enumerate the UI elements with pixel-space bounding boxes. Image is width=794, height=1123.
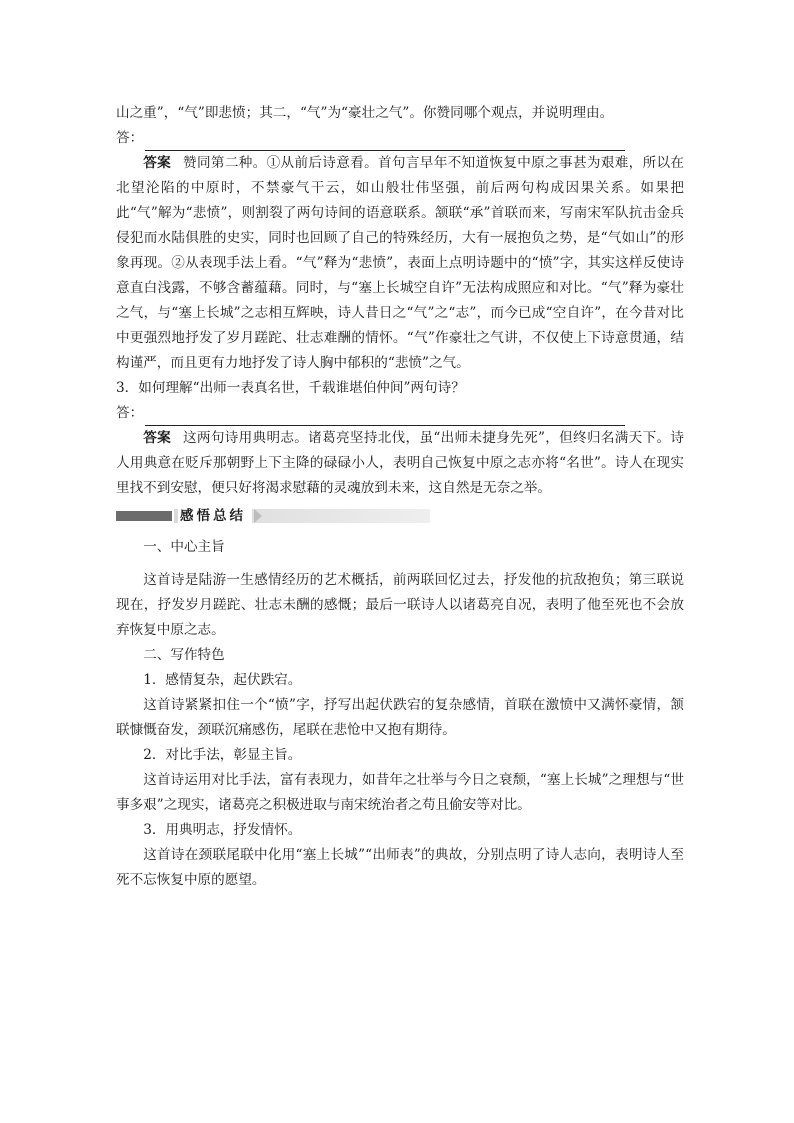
section-bar — [116, 511, 172, 521]
answer-3 — [116, 426, 684, 501]
answer-2 — [116, 151, 684, 376]
arrow-icon — [254, 509, 262, 523]
paragraph-2: 这首诗紧紧扣住一个“愤”字，抒写出起伏跌宕的复杂感情，首联在激愤中又满怀豪情，颔联慷慨奋发，颈联沉痛感伤，尾联在悲怆中又抱有期待。 — [116, 697, 684, 738]
heading-2: 二、写作特色 — [143, 647, 225, 663]
subheading-3: 3．用典明志，抒发情怀。 — [143, 822, 302, 838]
answer-line-3[interactable] — [116, 401, 684, 426]
section-header — [116, 505, 432, 527]
paragraph-1: 这首诗是陆游一生感情经历的艺术概括，前两联回忆过去，抒发他的抗敌抱负；第三联说现在，抒发岁月蹉跎、壮志未酬的感慨；最后一联诗人以诸葛亮自况，表明了他至死也不会放弃恢复中原之志。 — [116, 572, 684, 638]
answer-prompt: 答： — [116, 405, 144, 421]
answer-2-text: 赞同第二种。①从前后诗意看。首句言早年不知道恢复中原之事甚为艰难，所以在北望沦陷的中原时，不禁豪气干云，如山般壮伟坚强，前后两句构成因果关系。如果把此“气”解为“悲愤”，则割裂了两句诗间的语意联系。颔联“承”首联而来，写南宋军队抗击金兵侵犯而水陆俱胜的史实，同时也回顾了自己的特殊经历，大有一展抱负之势，是“气如山”的形象再现。②从表现手法上看。“气”释为“悲愤”，表面上点明诗题中的“愤”字，其实这样反使诗意直白浅露，不够含蓄蕴藉。同时，与“塞上长城空自许”无法构成照应和对比。“气”释为豪壮之气，与“塞上长城”之志相互辉映，诗人昔日之“气”之“志”，而今已成“空自许”，在今昔对比中更强烈地抒发了岁月蹉跎、壮志难酬的情怀。“气”作豪壮之气讲，不仅使上下诗意贯通，结构谨严，而且更有力地抒发了诗人胸中郁积的“悲愤”之气。 — [116, 155, 685, 371]
subheading-2: 2．对比手法，彰显主旨。 — [143, 747, 302, 763]
answer-prompt: 答： — [116, 130, 144, 146]
question-2-tail: 山之重”，“气”即悲愤；其二，“气”为“豪壮之气”。你赞同哪个观点，并说明理由。 — [116, 105, 614, 121]
document-body — [116, 101, 684, 893]
answer-3-text: 这两句诗用典明志。诸葛亮坚持北伐，虽“出师未捷身先死”，但终归名满天下。诗人用典意在贬斥那朝野上下主降的碌碌小人，表明自己恢复中原之志亦将“名世”。诗人在现实里找不到安慰，便只好将渴求慰藉的灵魂放到未来，这自然是无奈之举。 — [116, 430, 685, 496]
answer-label: 答案 — [143, 430, 172, 446]
paragraph-3: 这首诗运用对比手法，富有表现力，如昔年之壮举与今日之衰颓，“塞上长城”之理想与“世事多艰”之现实，诸葛亮之积极进取与南宋统治者之苟且偷安等对比。 — [116, 772, 684, 813]
subheading-1: 1．感情复杂，起伏跌宕。 — [143, 672, 302, 688]
answer-blank[interactable] — [145, 408, 625, 426]
answer-label: 答案 — [143, 155, 172, 171]
answer-line-2[interactable] — [116, 126, 684, 151]
answer-blank[interactable] — [145, 133, 625, 151]
question-3: 3．如何理解“出师一表真名世，千载谁堪伯仲间”两句诗？ — [116, 380, 465, 396]
section-title: 感悟总结 — [178, 505, 252, 527]
heading-1: 一、中心主旨 — [143, 539, 225, 555]
paragraph-4: 这首诗在颈联尾联中化用“塞上长城”“出师表”的典故，分别点明了诗人志向，表明诗人至死不忘恢复中原的愿望。 — [116, 847, 684, 888]
